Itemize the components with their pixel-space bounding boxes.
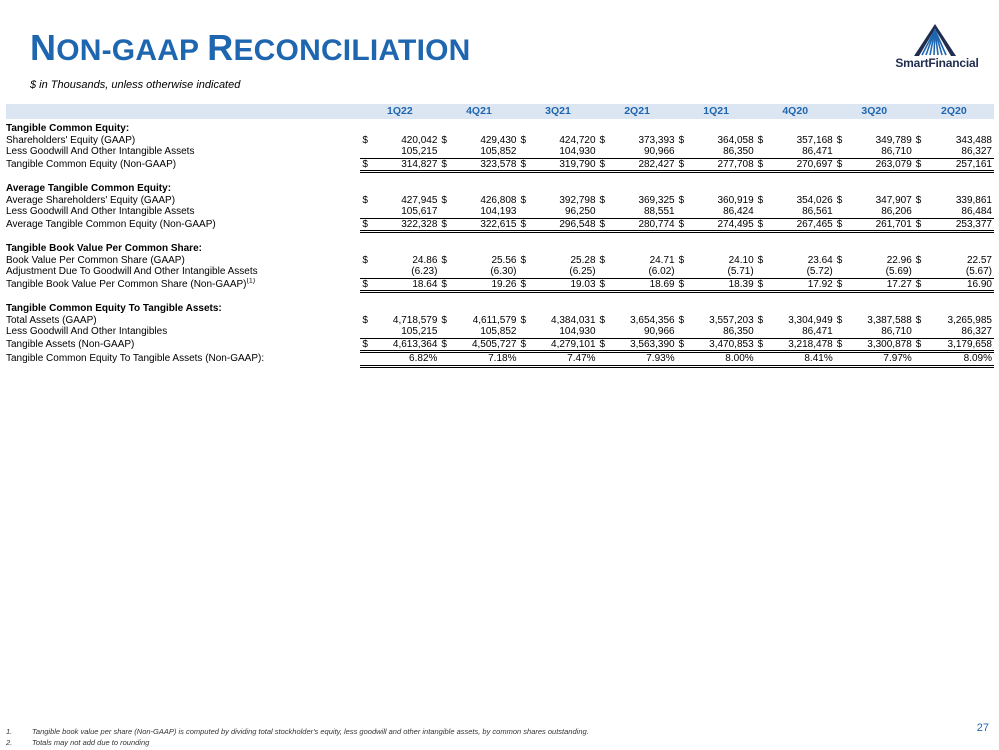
row-label-text: Shareholders' Equity (GAAP) xyxy=(6,134,136,146)
value-cell: 4,718,579 xyxy=(392,314,438,326)
currency-symbol: $ xyxy=(599,254,606,266)
value-cell: 420,042 xyxy=(401,134,438,146)
value-cell: 86,484 xyxy=(961,206,992,217)
value-cell: 257,161 xyxy=(927,158,994,172)
row-label-text: Total Assets (GAAP) xyxy=(6,314,97,326)
currency-symbol xyxy=(677,326,690,338)
currency-symbol: $ xyxy=(520,314,527,326)
currency-symbol xyxy=(598,352,611,367)
value-cell: 25.56 xyxy=(491,254,517,266)
value-cell: 86,206 xyxy=(881,206,912,217)
value-cell: 339,861 xyxy=(955,194,992,206)
value-cell: 22.57 xyxy=(966,254,992,266)
value-cell: 8.41% xyxy=(769,352,835,367)
currency-symbol: $ xyxy=(756,278,769,292)
currency-symbol xyxy=(914,352,927,367)
value-cell: 18.39 xyxy=(690,278,756,292)
value-cell: 3,387,588 xyxy=(867,314,912,326)
value-cell: 347,907 xyxy=(875,194,912,206)
value-cell: 16.90 xyxy=(927,278,994,292)
period-header: 2Q20 xyxy=(914,104,994,121)
footnote-number: 1. xyxy=(6,727,13,736)
row-label-text: Average Tangible Common Equity (Non-GAAP) xyxy=(6,219,216,230)
period-header: 2Q21 xyxy=(598,104,677,121)
section-heading-row xyxy=(6,121,994,135)
row-label xyxy=(6,135,360,147)
currency-symbol xyxy=(518,352,531,367)
currency-symbol: $ xyxy=(520,134,527,146)
row-label-text: Tangible Book Value Per Common Share (Non-GAAP) xyxy=(6,279,247,290)
currency-symbol: $ xyxy=(520,254,527,266)
currency-symbol: $ xyxy=(598,338,611,352)
currency-symbol xyxy=(439,352,452,367)
currency-symbol: $ xyxy=(441,194,447,206)
currency-symbol: $ xyxy=(677,218,690,232)
row-label-text: Tangible Common Equity To Tangible Assets (Non-GAAP): xyxy=(6,353,265,364)
value-cell: (5.72) xyxy=(806,266,833,277)
value-cell: 3,563,390 xyxy=(611,338,677,352)
value-cell: 86,471 xyxy=(802,326,833,337)
section-heading: Tangible Common Equity To Tangible Assets: xyxy=(6,303,222,314)
currency-symbol: $ xyxy=(441,314,447,326)
currency-symbol xyxy=(360,266,373,278)
table-row xyxy=(6,195,994,207)
value-cell: 4,279,101 xyxy=(531,338,597,352)
footnote-marker: (1) xyxy=(246,278,256,285)
currency-symbol: $ xyxy=(836,134,843,146)
value-cell: 7.97% xyxy=(848,352,914,367)
currency-symbol: $ xyxy=(441,254,447,266)
value-cell: 322,328 xyxy=(373,218,439,232)
currency-symbol xyxy=(835,266,848,278)
value-cell: 323,578 xyxy=(452,158,518,172)
currency-symbol xyxy=(360,326,373,338)
value-cell: (5.67) xyxy=(965,266,992,277)
currency-symbol: $ xyxy=(914,218,927,232)
currency-symbol: $ xyxy=(915,194,922,206)
row-label xyxy=(6,315,360,327)
currency-symbol: $ xyxy=(362,194,368,206)
currency-symbol: $ xyxy=(439,158,452,172)
currency-symbol xyxy=(677,146,690,158)
currency-symbol: $ xyxy=(598,278,611,292)
reconciliation-table xyxy=(6,104,994,368)
row-label xyxy=(6,158,360,172)
value-cell: 86,471 xyxy=(802,146,833,157)
value-cell: 105,215 xyxy=(401,146,438,157)
currency-symbol xyxy=(914,266,927,278)
value-cell: 4,384,031 xyxy=(551,314,596,326)
section-heading: Tangible Book Value Per Common Share: xyxy=(6,243,202,254)
value-cell: 4,505,727 xyxy=(452,338,518,352)
currency-symbol: $ xyxy=(678,134,685,146)
total-row xyxy=(6,278,994,292)
value-cell: 3,179,658 xyxy=(927,338,994,352)
value-cell: 86,327 xyxy=(961,326,992,337)
value-cell: 314,827 xyxy=(373,158,439,172)
currency-symbol: $ xyxy=(362,134,368,146)
currency-symbol xyxy=(518,206,531,218)
value-cell: 3,557,203 xyxy=(709,314,754,326)
value-cell: 343,488 xyxy=(955,134,992,146)
currency-symbol: $ xyxy=(439,218,452,232)
value-cell: 7.47% xyxy=(531,352,597,367)
value-cell: 86,350 xyxy=(723,146,754,157)
value-cell: 88,551 xyxy=(644,206,675,217)
total-row xyxy=(6,338,994,352)
title-part: N xyxy=(30,27,57,68)
value-cell: 3,218,478 xyxy=(769,338,835,352)
table-row xyxy=(6,326,994,338)
currency-symbol xyxy=(914,326,927,338)
currency-symbol xyxy=(677,352,690,367)
currency-symbol xyxy=(677,266,690,278)
value-cell: 6.82% xyxy=(373,352,439,367)
value-cell: 90,966 xyxy=(644,326,675,337)
table-row xyxy=(6,315,994,327)
value-cell: 282,427 xyxy=(611,158,677,172)
currency-symbol xyxy=(914,146,927,158)
currency-symbol: $ xyxy=(360,218,373,232)
value-cell: 105,852 xyxy=(480,146,517,157)
value-cell: (5.69) xyxy=(885,266,912,277)
currency-symbol: $ xyxy=(835,338,848,352)
value-cell: (6.23) xyxy=(411,266,438,277)
currency-symbol: $ xyxy=(441,134,447,146)
currency-symbol: $ xyxy=(677,338,690,352)
currency-symbol: $ xyxy=(518,158,531,172)
value-cell: 429,430 xyxy=(480,134,517,146)
value-cell: 17.92 xyxy=(769,278,835,292)
currency-symbol: $ xyxy=(835,278,848,292)
table-row xyxy=(6,135,994,147)
currency-symbol xyxy=(756,146,769,158)
value-cell: 105,617 xyxy=(401,206,438,217)
value-cell: 18.64 xyxy=(373,278,439,292)
currency-symbol: $ xyxy=(836,314,843,326)
value-cell: 104,193 xyxy=(480,206,517,217)
spacer-row xyxy=(6,232,994,244)
value-cell: 86,710 xyxy=(881,146,912,157)
value-cell: 18.69 xyxy=(611,278,677,292)
row-label-text: Less Goodwill And Other Intangibles xyxy=(6,326,168,338)
value-cell: 4,611,579 xyxy=(472,314,517,326)
value-cell: 86,327 xyxy=(961,146,992,157)
row-label xyxy=(6,218,360,232)
row-label-text: Less Goodwill And Other Intangible Assets xyxy=(6,206,195,218)
value-cell: 277,708 xyxy=(690,158,756,172)
row-label xyxy=(6,266,360,278)
currency-symbol: $ xyxy=(757,134,764,146)
value-cell: 263,079 xyxy=(848,158,914,172)
value-cell: 7.18% xyxy=(452,352,518,367)
table-header-row xyxy=(6,104,994,121)
currency-symbol: $ xyxy=(757,194,764,206)
value-cell: 3,300,878 xyxy=(848,338,914,352)
currency-symbol xyxy=(598,146,611,158)
currency-symbol: $ xyxy=(598,158,611,172)
currency-symbol: $ xyxy=(835,218,848,232)
table-body xyxy=(6,121,994,366)
row-label xyxy=(6,338,360,352)
currency-symbol xyxy=(439,266,452,278)
section-heading: Tangible Common Equity: xyxy=(6,123,130,134)
value-cell: 90,966 xyxy=(644,146,675,157)
period-header: 1Q21 xyxy=(677,104,756,121)
section-heading-row xyxy=(6,183,994,195)
currency-symbol: $ xyxy=(362,254,368,266)
currency-symbol xyxy=(518,326,531,338)
currency-symbol: $ xyxy=(520,194,527,206)
currency-symbol: $ xyxy=(914,158,927,172)
currency-symbol: $ xyxy=(835,158,848,172)
currency-symbol xyxy=(360,146,373,158)
value-cell: 319,790 xyxy=(531,158,597,172)
row-label-text: Tangible Common Equity (Non-GAAP) xyxy=(6,159,177,170)
total-row xyxy=(6,218,994,232)
row-label xyxy=(6,195,360,207)
value-cell: 104,930 xyxy=(559,146,596,157)
value-cell: 86,424 xyxy=(723,206,754,217)
title-part: R xyxy=(207,27,234,68)
value-cell: (6.25) xyxy=(569,266,596,277)
footnote xyxy=(6,737,906,748)
currency-symbol: $ xyxy=(914,278,927,292)
currency-symbol xyxy=(756,326,769,338)
currency-symbol xyxy=(439,146,452,158)
currency-symbol xyxy=(598,326,611,338)
currency-symbol: $ xyxy=(756,218,769,232)
currency-symbol xyxy=(598,266,611,278)
value-cell: 270,697 xyxy=(769,158,835,172)
currency-symbol xyxy=(360,206,373,218)
value-cell: 426,808 xyxy=(480,194,517,206)
currency-symbol: $ xyxy=(599,134,606,146)
table-row xyxy=(6,146,994,158)
currency-symbol: $ xyxy=(362,314,368,326)
currency-symbol xyxy=(598,206,611,218)
mountain-logo-icon xyxy=(906,24,964,56)
value-cell: 23.64 xyxy=(807,254,833,266)
currency-symbol: $ xyxy=(914,338,927,352)
currency-symbol: $ xyxy=(756,158,769,172)
value-cell: 105,852 xyxy=(480,326,517,337)
currency-symbol: $ xyxy=(756,338,769,352)
period-header: 1Q22 xyxy=(360,104,439,121)
currency-symbol xyxy=(360,352,373,367)
currency-symbol xyxy=(677,206,690,218)
value-cell: 19.03 xyxy=(531,278,597,292)
currency-symbol: $ xyxy=(678,314,685,326)
page-subtitle: $ in Thousands, unless otherwise indicated xyxy=(30,79,241,91)
currency-symbol xyxy=(835,206,848,218)
value-cell: 3,304,949 xyxy=(788,314,833,326)
logo-text: SmartFinancial xyxy=(895,56,979,70)
value-cell: 369,325 xyxy=(638,194,675,206)
value-cell: 349,789 xyxy=(875,134,912,146)
table-row xyxy=(6,266,994,278)
currency-symbol: $ xyxy=(360,338,373,352)
value-cell: 364,058 xyxy=(717,134,754,146)
currency-symbol: $ xyxy=(757,314,764,326)
currency-symbol: $ xyxy=(439,278,452,292)
currency-symbol xyxy=(439,326,452,338)
title-part: ECONCILIATION xyxy=(233,34,471,67)
value-cell: 22.96 xyxy=(886,254,912,266)
currency-symbol: $ xyxy=(915,254,922,266)
spacer-row xyxy=(6,292,994,304)
row-label xyxy=(6,326,360,338)
currency-symbol: $ xyxy=(360,158,373,172)
title-part: ON-GAAP xyxy=(56,34,208,67)
currency-symbol: $ xyxy=(598,218,611,232)
footnote-text: Tangible book value per share (Non-GAAP) is computed by dividing total stockholder's equity, less goodwill and other intangible assets, by common shares outstanding. xyxy=(32,727,589,736)
value-cell: 104,930 xyxy=(559,326,596,337)
currency-symbol xyxy=(756,206,769,218)
currency-symbol: $ xyxy=(677,158,690,172)
currency-symbol: $ xyxy=(518,278,531,292)
currency-symbol xyxy=(835,326,848,338)
value-cell: 360,919 xyxy=(717,194,754,206)
currency-symbol: $ xyxy=(518,338,531,352)
page-title xyxy=(30,27,471,69)
header-label-cell xyxy=(6,104,360,121)
value-cell: 25.28 xyxy=(570,254,596,266)
table-row xyxy=(6,255,994,267)
row-label xyxy=(6,206,360,218)
currency-symbol: $ xyxy=(439,338,452,352)
currency-symbol xyxy=(835,146,848,158)
value-cell: (5.71) xyxy=(727,266,754,277)
value-cell: 24.10 xyxy=(728,254,754,266)
value-cell: 96,250 xyxy=(564,206,596,217)
period-header: 3Q21 xyxy=(518,104,597,121)
value-cell: 261,701 xyxy=(848,218,914,232)
currency-symbol: $ xyxy=(360,278,373,292)
currency-symbol: $ xyxy=(915,134,922,146)
value-cell: (6.02) xyxy=(648,266,675,277)
value-cell: 4,613,364 xyxy=(373,338,439,352)
value-cell: 274,495 xyxy=(690,218,756,232)
value-cell: 17.27 xyxy=(848,278,914,292)
currency-symbol: $ xyxy=(678,254,685,266)
value-cell: 3,265,985 xyxy=(947,314,992,326)
row-label-text: Book Value Per Common Share (GAAP) xyxy=(6,254,185,266)
row-label-text: Average Shareholders' Equity (GAAP) xyxy=(6,194,176,206)
row-label xyxy=(6,146,360,158)
currency-symbol xyxy=(914,206,927,218)
value-cell: 322,615 xyxy=(452,218,518,232)
value-cell: 19.26 xyxy=(452,278,518,292)
table-row xyxy=(6,206,994,218)
company-logo xyxy=(880,24,990,72)
section-heading: Average Tangible Common Equity: xyxy=(6,183,172,194)
period-header: 4Q21 xyxy=(439,104,518,121)
value-cell: 8.09% xyxy=(927,352,994,367)
value-cell: 357,168 xyxy=(796,134,833,146)
value-cell: 267,465 xyxy=(769,218,835,232)
section-heading-row xyxy=(6,303,994,315)
currency-symbol xyxy=(835,352,848,367)
value-cell: 354,026 xyxy=(796,194,833,206)
footnote xyxy=(6,726,906,737)
footnote-text: Totals may not add due to rounding xyxy=(32,738,150,747)
currency-symbol xyxy=(518,266,531,278)
currency-symbol: $ xyxy=(599,194,606,206)
value-cell: 424,720 xyxy=(559,134,596,146)
currency-symbol xyxy=(756,266,769,278)
spacer-row xyxy=(6,172,994,184)
value-cell: 8.00% xyxy=(690,352,756,367)
footnotes xyxy=(6,726,906,748)
currency-symbol: $ xyxy=(678,194,685,206)
value-cell: 392,798 xyxy=(559,194,596,206)
value-cell: 253,377 xyxy=(927,218,994,232)
period-header: 3Q20 xyxy=(835,104,914,121)
value-cell: 86,710 xyxy=(881,326,912,337)
period-header: 4Q20 xyxy=(756,104,835,121)
value-cell: 373,393 xyxy=(638,134,675,146)
value-cell: 105,215 xyxy=(401,326,438,337)
row-label xyxy=(6,352,360,367)
currency-symbol: $ xyxy=(599,314,606,326)
value-cell: 7.93% xyxy=(611,352,677,367)
currency-symbol: $ xyxy=(518,218,531,232)
total-row xyxy=(6,158,994,172)
value-cell: 3,654,356 xyxy=(630,314,675,326)
currency-symbol: $ xyxy=(915,314,922,326)
value-cell: 280,774 xyxy=(611,218,677,232)
section-heading-row xyxy=(6,243,994,255)
currency-symbol: $ xyxy=(836,194,843,206)
value-cell: 24.71 xyxy=(649,254,675,266)
page-number: 27 xyxy=(976,722,989,734)
row-label xyxy=(6,278,360,292)
row-label-text: Tangible Assets (Non-GAAP) xyxy=(6,339,135,350)
table-row xyxy=(6,352,994,367)
currency-symbol: $ xyxy=(677,278,690,292)
row-label xyxy=(6,255,360,267)
row-label-text: Adjustment Due To Goodwill And Other Intangible Assets xyxy=(6,266,258,278)
currency-symbol: $ xyxy=(836,254,843,266)
value-cell: 24.86 xyxy=(412,254,438,266)
value-cell: (6.30) xyxy=(490,266,517,277)
currency-symbol: $ xyxy=(757,254,764,266)
value-cell: 86,350 xyxy=(723,326,754,337)
value-cell: 296,548 xyxy=(531,218,597,232)
value-cell: 3,470,853 xyxy=(690,338,756,352)
currency-symbol xyxy=(439,206,452,218)
currency-symbol xyxy=(756,352,769,367)
footnote-number: 2. xyxy=(6,738,13,747)
currency-symbol xyxy=(518,146,531,158)
value-cell: 86,561 xyxy=(802,206,833,217)
row-label-text: Less Goodwill And Other Intangible Assets xyxy=(6,146,195,158)
value-cell: 427,945 xyxy=(401,194,438,206)
